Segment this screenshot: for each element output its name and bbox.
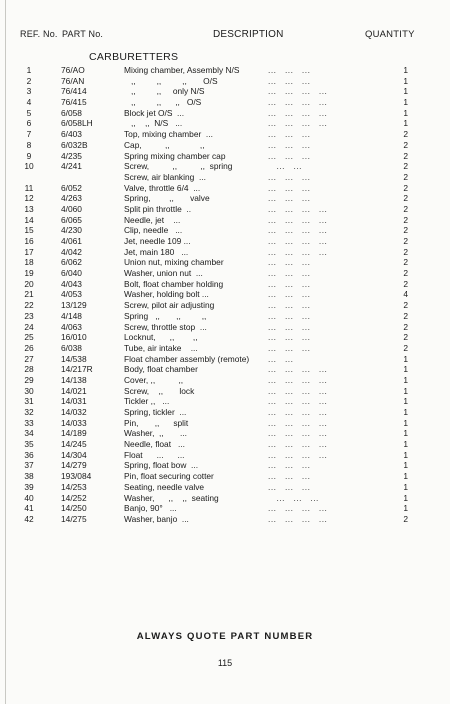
leader-dots: ... ... ... ... (268, 246, 328, 257)
quantity-cell: 1 (403, 460, 408, 471)
quantity-cell: 1 (403, 417, 408, 428)
ref-no-cell: 17 (24, 246, 34, 257)
description-cell: Float ... ... (124, 449, 185, 460)
parts-row (0, 289, 450, 300)
part-no-cell: 4/061 (61, 236, 82, 246)
description-cell: Cap, ,, ,, (124, 139, 205, 150)
parts-row (0, 268, 450, 279)
part-no-cell: 4/148 (61, 310, 82, 321)
parts-row (0, 65, 450, 76)
part-no-cell: 4/263 (61, 193, 82, 204)
header-description: DESCRIPTION (213, 29, 284, 40)
ref-no-cell: 31 (24, 396, 34, 407)
quantity-cell: 2 (403, 225, 408, 236)
parts-row (0, 247, 450, 258)
parts-row (0, 322, 450, 333)
quantity-cell: 1 (403, 353, 408, 364)
quantity-cell: 2 (403, 236, 408, 246)
ref-no-cell: 8 (26, 139, 32, 150)
part-no-cell: 14/021 (61, 385, 87, 396)
ref-no-cell: 18 (24, 257, 34, 268)
quantity-cell: 2 (403, 129, 408, 140)
quantity-cell: 1 (403, 107, 408, 118)
parts-row (0, 300, 450, 311)
ref-no-cell: 10 (24, 161, 34, 172)
leader-dots: ... ... ... (268, 171, 311, 182)
quantity-cell: 2 (403, 214, 408, 225)
part-no-cell: 14/304 (61, 449, 87, 460)
part-no-cell: 6/065 (61, 214, 82, 225)
description-cell: Valve, throttle 6/4 ... (124, 182, 201, 193)
ref-no-cell: 15 (24, 225, 34, 236)
ref-no-cell: 26 (24, 342, 34, 353)
parts-row (0, 332, 450, 343)
part-no-cell: 76/415 (61, 97, 87, 108)
leader-dots: ... ... ... ... (268, 374, 328, 385)
parts-row (0, 257, 450, 268)
quantity-cell: 4 (403, 289, 408, 300)
quantity-cell: 1 (403, 481, 408, 492)
quantity-cell: 2 (403, 203, 408, 214)
leader-dots: ... ... ... ... (268, 439, 328, 450)
leader-dots: ... ... (268, 353, 294, 364)
quantity-cell: 1 (403, 65, 408, 75)
part-no-cell: 14/189 (61, 428, 87, 439)
description-cell: Screw, ,, ,, spring (124, 161, 233, 172)
quantity-cell: 2 (403, 139, 408, 150)
header-quantity: QUANTITY (365, 29, 415, 40)
leader-dots: ... ... ... (268, 150, 311, 161)
ref-no-cell: 22 (24, 300, 34, 311)
ref-no-cell: 7 (26, 129, 32, 140)
quantity-cell: 2 (403, 257, 408, 268)
parts-row (0, 183, 450, 194)
page-number: 115 (217, 658, 233, 668)
part-no-cell: 14/279 (61, 460, 87, 471)
quantity-cell: 2 (403, 171, 408, 182)
parts-row (0, 493, 450, 504)
part-no-cell: 6/403 (61, 129, 82, 140)
parts-row (0, 354, 450, 365)
parts-row (0, 172, 450, 183)
leader-dots: ... ... ... ... (268, 513, 328, 524)
description-cell: ,, ,, only N/S (124, 86, 205, 97)
leader-dots: ... ... ... (268, 182, 311, 193)
leader-dots: ... ... (268, 161, 302, 172)
description-cell: Top, mixing chamber ... (124, 129, 213, 140)
parts-row (0, 503, 450, 514)
description-cell: Seating, needle valve (124, 481, 205, 492)
quantity-cell: 1 (403, 97, 408, 108)
quantity-cell: 2 (403, 268, 408, 279)
description-cell: Banjo, 90° ... (124, 503, 177, 514)
quantity-cell: 2 (403, 193, 408, 204)
description-cell: Washer, ,, ... (124, 428, 187, 439)
description-cell: Body, float chamber (124, 364, 198, 375)
description-cell: Spring ,, ,, ,, (124, 310, 207, 321)
part-no-cell: 14/250 (61, 503, 87, 514)
description-cell: Locknut, ,, ,, (124, 332, 198, 343)
quantity-cell: 1 (403, 374, 408, 385)
description-cell: Needle, jet ... (124, 214, 181, 225)
leader-dots: ... ... ... (268, 460, 311, 471)
part-no-cell: 76/AN (61, 75, 85, 86)
ref-no-cell: 32 (24, 407, 34, 417)
quantity-cell: 2 (403, 332, 408, 343)
quantity-cell: 1 (403, 407, 408, 417)
part-no-cell: 14/252 (61, 492, 87, 503)
part-no-cell: 14/538 (61, 353, 87, 364)
parts-row (0, 386, 450, 397)
part-no-cell: 6/040 (61, 268, 82, 279)
leader-dots: ... ... ... (268, 129, 311, 140)
leader-dots: ... ... ... (268, 75, 311, 86)
parts-row (0, 140, 450, 151)
part-no-cell: 76/AO (61, 65, 85, 75)
parts-row (0, 193, 450, 204)
part-no-cell: 193/084 (61, 471, 92, 482)
quantity-cell: 1 (403, 396, 408, 407)
leader-dots: ... ... ... (268, 310, 311, 321)
quantity-cell: 2 (403, 161, 408, 172)
quantity-cell: 1 (403, 385, 408, 396)
quantity-cell: 1 (403, 364, 408, 375)
description-cell: Washer, ,, ,, seating (124, 492, 219, 503)
leader-dots: ... ... ... ... (268, 225, 328, 236)
part-no-cell: 4/241 (61, 161, 82, 172)
part-no-cell: 4/235 (61, 150, 82, 161)
leader-dots: ... ... ... ... (268, 86, 328, 97)
description-cell: Spring mixing chamber cap (124, 150, 226, 161)
ref-no-cell: 12 (24, 193, 34, 204)
ref-no-cell: 40 (24, 492, 34, 503)
leader-dots: ... ... ... ... (268, 364, 328, 375)
ref-no-cell: 25 (24, 332, 34, 343)
quantity-cell: 1 (403, 471, 408, 482)
header-ref-no: REF. No. (20, 29, 58, 39)
part-no-cell: 14/032 (61, 407, 87, 417)
description-cell: Washer, holding bolt ... (124, 289, 209, 300)
quantity-cell: 2 (403, 246, 408, 257)
leader-dots: ... ... ... ... (268, 97, 328, 108)
parts-row (0, 418, 450, 429)
part-no-cell: 14/138 (61, 374, 87, 385)
quantity-cell: 2 (403, 182, 408, 193)
ref-no-cell: 36 (24, 449, 34, 460)
ref-no-cell: 28 (24, 364, 34, 375)
description-cell: Screw, ,, lock (124, 385, 195, 396)
part-no-cell: 16/010 (61, 332, 87, 343)
description-cell: Spring, ,, valve (124, 193, 210, 204)
description-cell: Mixing chamber, Assembly N/S (124, 65, 240, 75)
part-no-cell: 6/038 (61, 342, 82, 353)
parts-row (0, 460, 450, 471)
ref-no-cell: 41 (24, 503, 34, 514)
description-cell: Screw, throttle stop ... (124, 321, 207, 332)
description-cell: Screw, pilot air adjusting (124, 300, 215, 311)
section-title: CARBURETTERS (89, 51, 179, 63)
quantity-cell: 2 (403, 321, 408, 332)
part-no-cell: 4/042 (61, 246, 82, 257)
ref-no-cell: 30 (24, 385, 34, 396)
leader-dots: ... ... ... ... (268, 385, 328, 396)
description-cell: Needle, float ... (124, 439, 185, 450)
parts-row (0, 407, 450, 418)
description-cell: Clip, needle ... (124, 225, 183, 236)
ref-no-cell: 9 (26, 150, 32, 161)
ref-no-cell: 35 (24, 439, 34, 450)
leader-dots: ... ... ... ... (268, 428, 328, 439)
leader-dots: ... ... ... ... (268, 396, 328, 407)
ref-no-cell: 34 (24, 428, 34, 439)
part-no-cell: 14/245 (61, 439, 87, 450)
description-cell: Spring, tickler ... (124, 407, 187, 417)
description-cell: Cover, ,, ,, (124, 374, 184, 385)
quantity-cell: 2 (403, 300, 408, 311)
quantity-cell: 2 (403, 342, 408, 353)
ref-no-cell: 1 (26, 65, 32, 75)
leader-dots: ... ... ... (268, 139, 311, 150)
leader-dots: ... ... ... ... (268, 214, 328, 225)
description-cell: Washer, union nut ... (124, 268, 203, 279)
quantity-cell: 1 (403, 86, 408, 97)
leader-dots: ... ... ... ... (268, 449, 328, 460)
quantity-cell: 2 (403, 310, 408, 321)
parts-row (0, 439, 450, 450)
description-cell: Split pin throttle .. (124, 203, 192, 214)
description-cell: Jet, needle 109 ... (124, 236, 191, 246)
ref-no-cell: 6 (26, 118, 32, 129)
header-part-no: PART No. (62, 29, 104, 39)
ref-no-cell: 2 (26, 75, 32, 86)
leader-dots: ... ... ... (268, 300, 311, 311)
leader-dots: ... ... ... (268, 193, 311, 204)
part-no-cell: 6/052 (61, 182, 82, 193)
parts-row (0, 311, 450, 322)
quantity-cell: 2 (403, 513, 408, 524)
leader-dots: ... ... ... ... (268, 118, 328, 129)
part-no-cell: 14/031 (61, 396, 87, 407)
parts-row (0, 225, 450, 236)
part-no-cell: 14/217R (61, 364, 93, 375)
parts-row (0, 129, 450, 140)
part-no-cell: 13/129 (61, 300, 87, 311)
ref-no-cell: 16 (24, 236, 34, 246)
leader-dots: ... ... ... ... (268, 503, 328, 514)
leader-dots: ... ... ... (268, 289, 311, 300)
part-no-cell: 76/414 (61, 86, 87, 97)
ref-no-cell: 42 (24, 513, 34, 524)
leader-dots: ... ... ... (268, 268, 311, 279)
parts-row (0, 161, 450, 172)
quantity-cell: 1 (403, 439, 408, 450)
quantity-cell: 1 (403, 118, 408, 129)
ref-no-cell: 14 (24, 214, 34, 225)
ref-no-cell: 27 (24, 353, 34, 364)
part-no-cell: 4/060 (61, 203, 82, 214)
ref-no-cell: 29 (24, 374, 34, 385)
quantity-cell: 2 (403, 150, 408, 161)
leader-dots: ... ... ... ... (268, 203, 328, 214)
ref-no-cell: 33 (24, 417, 34, 428)
description-cell: Washer, banjo ... (124, 513, 189, 524)
description-cell: ,, ,, N/S ... (124, 118, 183, 129)
parts-row (0, 450, 450, 461)
parts-row (0, 396, 450, 407)
ref-no-cell: 20 (24, 278, 34, 289)
parts-row (0, 514, 450, 525)
leader-dots: ... ... ... (268, 481, 311, 492)
part-no-cell: 14/275 (61, 513, 87, 524)
parts-row (0, 482, 450, 493)
leader-dots: ... ... ... (268, 342, 311, 353)
description-cell: Pin, ,, split (124, 417, 189, 428)
part-no-cell: 4/043 (61, 278, 82, 289)
parts-row (0, 151, 450, 162)
quantity-cell: 2 (403, 278, 408, 289)
parts-row (0, 108, 450, 119)
leader-dots: ... ... ... (268, 278, 311, 289)
description-cell: Pin, float securing cotter (124, 471, 214, 482)
ref-no-cell: 4 (26, 97, 32, 108)
description-cell: Union nut, mixing chamber (124, 257, 224, 268)
leader-dots: ... ... ... ... (268, 407, 328, 417)
leader-dots: ... ... ... (268, 321, 311, 332)
parts-row (0, 204, 450, 215)
leader-dots: ... ... ... (268, 65, 311, 75)
parts-row (0, 343, 450, 354)
part-no-cell: 6/058LH (61, 118, 93, 129)
ref-no-cell: 21 (24, 289, 34, 300)
ref-no-cell: 39 (24, 481, 34, 492)
part-no-cell: 6/032B (61, 139, 88, 150)
part-no-cell: 14/253 (61, 481, 87, 492)
leader-dots: ... ... ... ... (268, 417, 328, 428)
ref-no-cell: 3 (26, 86, 32, 97)
part-no-cell: 6/058 (61, 107, 82, 118)
parts-row (0, 375, 450, 386)
part-no-cell: 6/062 (61, 257, 82, 268)
quantity-cell: 1 (403, 75, 408, 86)
parts-row (0, 215, 450, 226)
leader-dots: ... ... ... (268, 257, 311, 268)
quantity-cell: 1 (403, 449, 408, 460)
description-cell: ,, ,, ,, O/S (124, 75, 218, 86)
part-no-cell: 4/230 (61, 225, 82, 236)
ref-no-cell: 5 (26, 107, 32, 118)
parts-row (0, 471, 450, 482)
leader-dots: ... ... ... (268, 492, 319, 503)
parts-row (0, 364, 450, 375)
parts-row (0, 97, 450, 108)
ref-no-cell: 11 (24, 182, 34, 193)
parts-row (0, 86, 450, 97)
footer-note: ALWAYS QUOTE PART NUMBER (136, 631, 314, 642)
quantity-cell: 1 (403, 492, 408, 503)
part-no-cell: 4/053 (61, 289, 82, 300)
ref-no-cell: 23 (24, 310, 34, 321)
parts-row (0, 428, 450, 439)
parts-row (0, 236, 450, 247)
description-cell: Tube, air intake ... (124, 342, 198, 353)
parts-row (0, 118, 450, 129)
description-cell: Jet, main 180 ... (124, 246, 189, 257)
part-no-cell: 14/033 (61, 417, 87, 428)
description-cell: ,, ,, ,, O/S (124, 97, 202, 108)
description-cell: Tickler ,, ... (124, 396, 170, 407)
ref-no-cell: 13 (24, 203, 34, 214)
part-no-cell: 4/063 (61, 321, 82, 332)
description-cell: Float chamber assembly (remote) (124, 353, 250, 364)
leader-dots: ... ... ... (268, 332, 311, 343)
parts-row (0, 76, 450, 87)
quantity-cell: 1 (403, 428, 408, 439)
quantity-cell: 1 (403, 503, 408, 514)
parts-list (0, 65, 450, 525)
ref-no-cell: 38 (24, 471, 34, 482)
description-cell: Screw, air blanking ... (124, 171, 206, 182)
ref-no-cell: 24 (24, 321, 34, 332)
leader-dots: ... ... ... (268, 471, 311, 482)
description-cell: Block jet O/S ... (124, 107, 185, 118)
parts-row (0, 279, 450, 290)
description-cell: Bolt, float chamber holding (124, 278, 224, 289)
leader-dots: ... ... ... ... (268, 107, 328, 118)
leader-dots: ... ... ... ... (268, 236, 328, 246)
ref-no-cell: 19 (24, 268, 34, 279)
description-cell: Spring, float bow ... (124, 460, 199, 471)
ref-no-cell: 37 (24, 460, 34, 471)
